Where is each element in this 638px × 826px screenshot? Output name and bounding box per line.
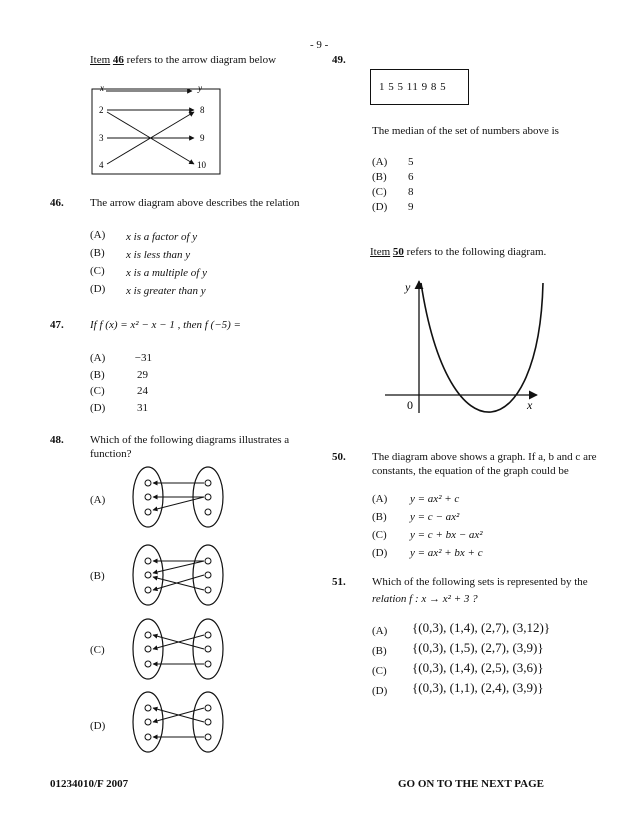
- q49-option-d-text: 9: [408, 201, 414, 213]
- q50-option-c-label: (C): [372, 529, 387, 541]
- q50-intro-item-num: 50: [392, 246, 404, 258]
- q50-option-b-text: y = c − ax²: [410, 511, 460, 523]
- q50-intro-item-word: Item: [370, 246, 391, 258]
- q47-stem: If f (x) = x² − x − 1 , then f (−5) =: [90, 319, 241, 331]
- q46-x-label: x: [100, 83, 104, 93]
- q48-stem: Which of the following diagrams illustrates a function?: [90, 434, 290, 460]
- q46-option-d-text: x is greater than y: [126, 285, 206, 297]
- q50-option-d-text: y = ax² + bx + c: [410, 547, 483, 559]
- q49-number-box: [370, 69, 469, 105]
- q46-intro-item-word: Item: [90, 54, 111, 66]
- q47-option-a-text: −31: [134, 352, 152, 364]
- q49-option-d-label: (D): [372, 201, 388, 213]
- q50-intro-rest: refers to the following diagram.: [406, 246, 547, 258]
- q46-y-label: y: [198, 83, 202, 93]
- q47-option-a-label: (A): [90, 352, 106, 364]
- q50-stem: The diagram above shows a graph. If a, b and c are constants, the equation of the graph could be: [372, 451, 597, 477]
- q48-diagram-a: [128, 465, 228, 530]
- q48-diagram-b: [128, 543, 228, 608]
- q46-option-d-label: (D): [90, 283, 106, 295]
- q50-option-a-label: (A): [372, 493, 388, 505]
- footer-code: 01234010/F 2007: [50, 778, 129, 790]
- q46-option-b-text: x is less than y: [126, 249, 191, 261]
- q46-option-b-label: (B): [90, 247, 105, 259]
- q50-option-a-text: y = ax² + c: [410, 493, 460, 505]
- q51-option-c-label: (C): [372, 665, 387, 677]
- q49-option-b-text: 6: [408, 171, 414, 183]
- q46-option-a-text: x is a factor of y: [126, 231, 198, 243]
- q50-x-label: x: [527, 398, 533, 412]
- q46-range-3: 10: [197, 160, 206, 170]
- q46-option-a-label: (A): [90, 229, 106, 241]
- q46-arrow-diagram: [80, 80, 230, 180]
- q49-stem: The median of the set of numbers above is: [372, 125, 559, 137]
- q47-option-b-label: (B): [90, 369, 105, 381]
- q51-number: 51.: [332, 576, 346, 588]
- q51-option-d-label: (D): [372, 685, 388, 697]
- q46-option-c-text: x is a multiple of y: [126, 267, 207, 279]
- q47-option-c-text: 24: [137, 385, 148, 397]
- q51-option-a-label: (A): [372, 625, 388, 637]
- q46-stem: The arrow diagram above describes the relation: [90, 197, 300, 209]
- q46-intro-item-num: 46: [112, 54, 124, 66]
- q46-intro-rest: refers to the arrow diagram below: [126, 54, 277, 66]
- q48-diagram-c: [128, 617, 228, 682]
- q47-option-c-label: (C): [90, 385, 105, 397]
- q50-option-d-label: (D): [372, 547, 388, 559]
- q50-y-label: y: [405, 280, 411, 294]
- q51-stem-line1: Which of the following sets is represented by the: [372, 576, 588, 588]
- q47-option-d-label: (D): [90, 402, 106, 414]
- q49-option-b-label: (B): [372, 171, 387, 183]
- q51-option-c-text: {(0,3), (1,4), (2,5), (3,6)}: [412, 660, 544, 675]
- q49-option-c-text: 8: [408, 186, 414, 198]
- q46-domain-1: 2: [99, 105, 104, 115]
- q50-option-b-label: (B): [372, 511, 387, 523]
- q50-intro: [370, 245, 546, 259]
- q51-option-a-text: {(0,3), (1,4), (2,7), (3,12)}: [412, 620, 551, 635]
- q48-number: 48.: [50, 434, 64, 446]
- q47-option-d-text: 31: [137, 402, 148, 414]
- q48-option-c-label: (C): [90, 644, 105, 656]
- q46-domain-3: 4: [99, 160, 104, 170]
- q48-option-d-label: (D): [90, 720, 106, 732]
- q50-origin-label: 0: [407, 398, 413, 412]
- q46-range-1: 8: [200, 105, 205, 115]
- q50-number: 50.: [332, 451, 346, 463]
- q46-number: 46.: [50, 197, 64, 209]
- q46-intro: [90, 53, 276, 67]
- q49-option-c-label: (C): [372, 186, 387, 198]
- q46-range-2: 9: [200, 133, 205, 143]
- q47-option-b-text: 29: [137, 369, 148, 381]
- q48-option-b-label: (B): [90, 570, 105, 582]
- q50-parabola-curve: [421, 283, 543, 412]
- q49-numbers: 1 5 5 11 9 8 5: [379, 81, 447, 93]
- q50-parabola-graph: [385, 275, 550, 420]
- q48-option-a-label: (A): [90, 494, 106, 506]
- q46-domain-2: 3: [99, 133, 104, 143]
- q47-number: 47.: [50, 319, 64, 331]
- q46-option-c-label: (C): [90, 265, 105, 277]
- page-number: - 9 -: [310, 39, 329, 51]
- q51-option-b-label: (B): [372, 645, 387, 657]
- q49-option-a-label: (A): [372, 156, 388, 168]
- q50-option-c-text: y = c + bx − ax²: [410, 529, 483, 541]
- q48-diagram-d: [128, 690, 228, 755]
- q51-stem-line2: relation f : x → x² + 3 ?: [372, 593, 478, 605]
- q51-option-b-text: {(0,3), (1,5), (2,7), (3,9)}: [412, 640, 544, 655]
- q51-option-d-text: {(0,3), (1,1), (2,4), (3,9)}: [412, 680, 544, 695]
- footer-next-page: GO ON TO THE NEXT PAGE: [398, 778, 544, 790]
- q49-number: 49.: [332, 54, 346, 66]
- q49-option-a-text: 5: [408, 156, 414, 168]
